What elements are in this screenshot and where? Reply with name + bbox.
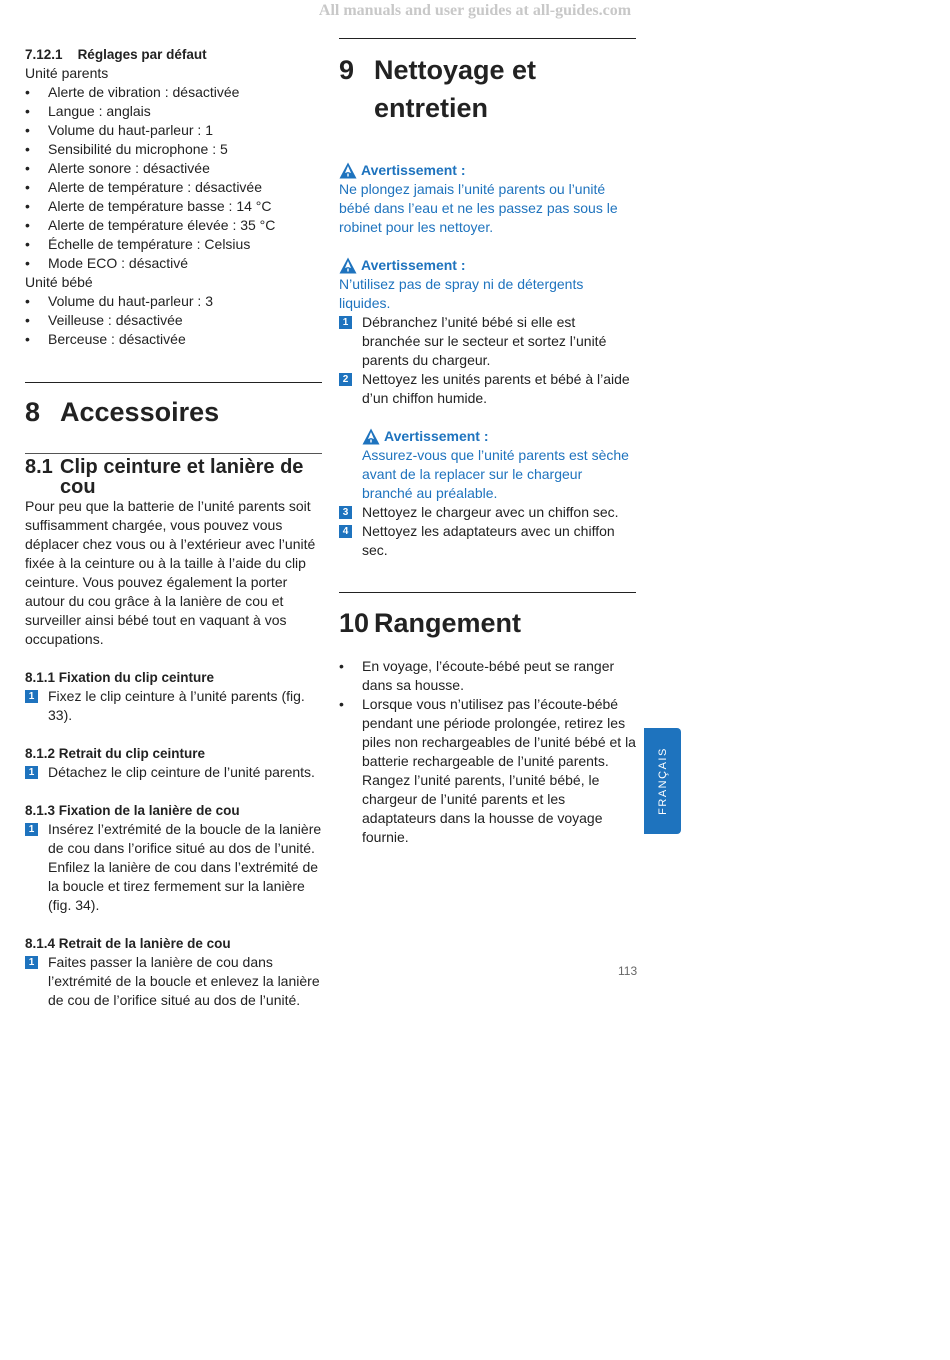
defaults-heading-number: 7.12.1 bbox=[25, 47, 63, 62]
parent-defaults-list bbox=[25, 83, 322, 273]
list-item: • Mode ECO : désactivé bbox=[25, 254, 322, 273]
list-item: • Alerte de température basse : 14 °C bbox=[25, 197, 322, 216]
step-number-badge: 1 bbox=[25, 956, 38, 969]
list-item: • Veilleuse : désactivée bbox=[25, 311, 322, 330]
step bbox=[25, 820, 322, 915]
baby-unit-label: Unité bébé bbox=[25, 274, 93, 290]
step-text: Faites passer la lanière de cou dans l’extrémité de la boucle et enlevez la lanière de cou de l’orifice situé au dos de l’unité. bbox=[48, 954, 320, 1008]
watermark: All manuals and user guides at all-guides.com bbox=[318, 2, 632, 19]
section-number: 8 bbox=[25, 397, 41, 427]
section-divider bbox=[25, 382, 322, 383]
section-8-heading bbox=[25, 393, 322, 431]
step-text: Fixez le clip ceinture à l’unité parents (fig. 33). bbox=[48, 688, 305, 723]
step-text: Nettoyez les adaptateurs avec un chiffon sec. bbox=[362, 523, 615, 558]
list-item: • Alerte de vibration : désactivée bbox=[25, 83, 322, 102]
section-number: 9 bbox=[339, 55, 355, 85]
parent-unit-label: Unité parents bbox=[25, 65, 109, 81]
list-item: • Alerte de température élevée : 35 °C bbox=[25, 216, 322, 235]
step-number-badge: 2 bbox=[339, 373, 352, 386]
list-item: • Alerte sonore : désactivée bbox=[25, 159, 322, 178]
warning-text: Ne plongez jamais l’unité parents ou l’unité bébé dans l’eau et ne les passez pas sous le robinet pour les nettoyer. bbox=[339, 181, 618, 235]
section-8-1-heading bbox=[25, 457, 322, 497]
subsection-heading: 8.1.3 Fixation de la lanière de cou bbox=[25, 803, 240, 818]
warning-text: Assurez-vous que l’unité parents est sèche avant de la replacer sur le chargeur branché au préalable. bbox=[362, 447, 629, 501]
step bbox=[25, 953, 322, 1010]
defaults-heading bbox=[25, 45, 322, 64]
warning-icon bbox=[339, 162, 357, 179]
step-number-badge: 3 bbox=[339, 506, 352, 519]
section-title: Rangement bbox=[374, 608, 522, 638]
section-8-1-body: Pour peu que la batterie de l’unité parents soit suffisamment chargée, vous pouvez vous déplacer chez vous ou à l’extérieur avec l’unité fixée à la ceinture ou à la taille à l’aide du clip ceinture. Vous pouvez également la porter autour du cou grâce à la lanière de cou et surveiller ainsi bébé tout en vaquant à vos occupations. bbox=[25, 498, 316, 647]
subsection-divider bbox=[25, 453, 322, 454]
step-text: Détachez le clip ceinture de l’unité parents. bbox=[48, 764, 315, 780]
step-text: Insérez l’extrémité de la boucle de la lanière de cou dans l’orifice situé au dos de l’unité. Enfilez la lanière de cou dans l’extrémité de la boucle et tirez fermement sur la lanière (fig. 34). bbox=[48, 821, 322, 913]
list-item: • Langue : anglais bbox=[25, 102, 322, 121]
warning-title: Avertissement : bbox=[361, 257, 466, 273]
section-divider bbox=[339, 592, 636, 593]
warning-heading bbox=[339, 256, 636, 275]
warning-heading bbox=[362, 427, 636, 446]
list-item: • Volume du haut-parleur : 1 bbox=[25, 121, 322, 140]
step bbox=[339, 370, 636, 408]
step bbox=[25, 763, 322, 782]
list-item: • Berceuse : désactivée bbox=[25, 330, 322, 349]
list-item: • Échelle de température : Celsius bbox=[25, 235, 322, 254]
warning-heading bbox=[339, 161, 636, 180]
section-title: Accessoires bbox=[60, 397, 220, 427]
defaults-heading-title: Réglages par défaut bbox=[77, 47, 207, 62]
section-9-heading bbox=[339, 51, 636, 127]
list-item: • En voyage, l’écoute-bébé peut se ranger dans sa housse. bbox=[339, 657, 636, 695]
warning-text: N’utilisez pas de spray ni de détergents liquides. bbox=[339, 276, 584, 311]
step bbox=[25, 687, 322, 725]
list-item: • Volume du haut-parleur : 3 bbox=[25, 292, 322, 311]
warning-title: Avertissement : bbox=[384, 428, 489, 444]
step-text: Nettoyez le chargeur avec un chiffon sec. bbox=[362, 504, 619, 520]
section-number: 8.1 bbox=[25, 456, 53, 478]
storage-list bbox=[339, 657, 636, 847]
language-tab-label: FRANÇAIS bbox=[656, 747, 669, 815]
warning-block bbox=[362, 427, 636, 503]
warning-icon bbox=[339, 257, 357, 274]
left-column bbox=[25, 45, 322, 1010]
right-column bbox=[339, 38, 636, 847]
section-title: Clip ceinture et lanière de cou bbox=[60, 456, 304, 498]
list-item: • Alerte de température : désactivée bbox=[25, 178, 322, 197]
list-item: • Lorsque vous n’utilisez pas l’écoute-bébé pendant une période prolongée, retirez les piles non rechargeables de l’unité bébé et la batterie rechargeable de l’unité parents. Rangez l’unité parents, l’unité bébé, le chargeur de l’unité parents et les adaptateurs dans la housse de voyage fournie. bbox=[339, 695, 636, 847]
warning-block bbox=[339, 256, 636, 313]
section-number: 10 bbox=[339, 608, 370, 638]
step-text: Nettoyez les unités parents et bébé à l’aide d’un chiffon humide. bbox=[362, 371, 630, 406]
subsection-heading: 8.1.2 Retrait du clip ceinture bbox=[25, 746, 206, 761]
warning-icon bbox=[362, 428, 380, 445]
step-text: Débranchez l’unité bébé si elle est branchée sur le secteur et sortez l’unité parents du chargeur. bbox=[362, 314, 607, 368]
baby-defaults-list bbox=[25, 292, 322, 349]
step bbox=[339, 503, 636, 522]
step-number-badge: 1 bbox=[25, 766, 38, 779]
section-divider bbox=[339, 38, 636, 39]
subsection-heading: 8.1.1 Fixation du clip ceinture bbox=[25, 670, 215, 685]
warning-block bbox=[339, 161, 636, 237]
step bbox=[339, 313, 636, 370]
step bbox=[339, 522, 636, 560]
language-tab bbox=[644, 728, 681, 834]
subsection-heading: 8.1.4 Retrait de la lanière de cou bbox=[25, 936, 231, 951]
list-item: • Sensibilité du microphone : 5 bbox=[25, 140, 322, 159]
section-10-heading bbox=[339, 604, 636, 642]
step-number-badge: 1 bbox=[339, 316, 352, 329]
section-title: Nettoyage et entretien bbox=[374, 55, 537, 123]
warning-title: Avertissement : bbox=[361, 162, 466, 178]
step-number-badge: 1 bbox=[25, 823, 38, 836]
step-number-badge: 1 bbox=[25, 690, 38, 703]
step-number-badge: 4 bbox=[339, 525, 352, 538]
page-number: 113 bbox=[618, 964, 638, 978]
